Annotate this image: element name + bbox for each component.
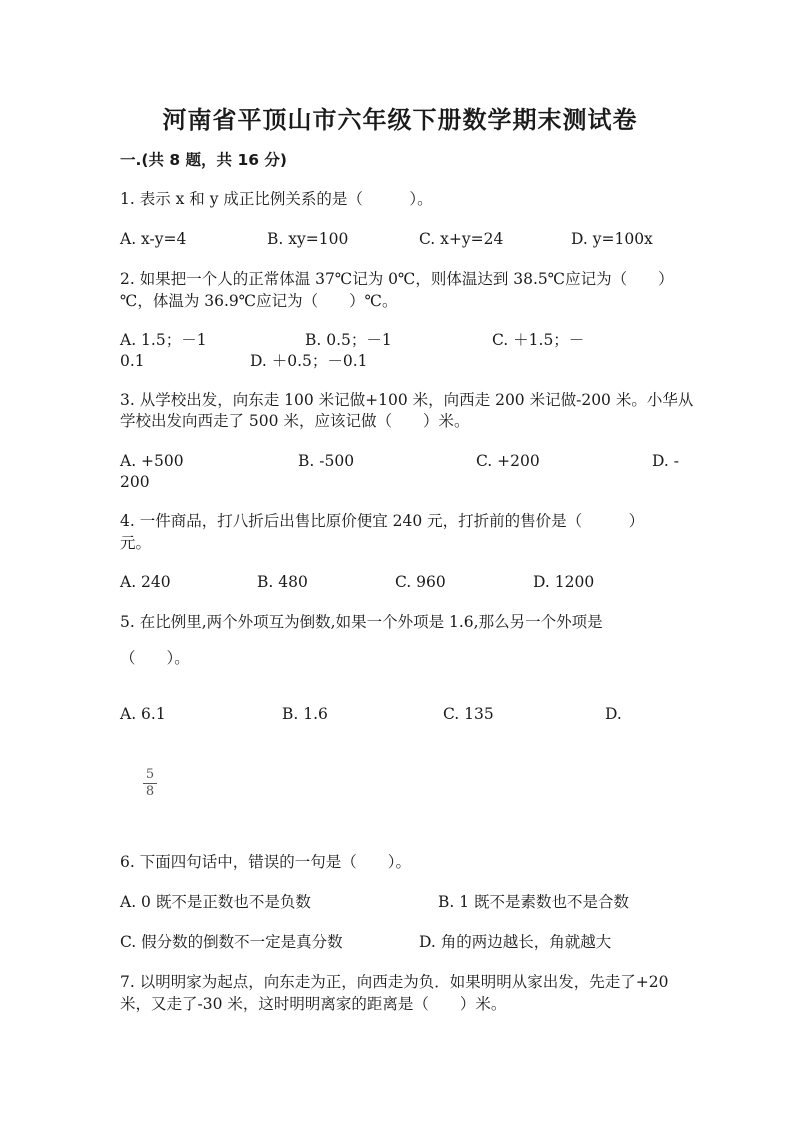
q3-option-d-continued: 200	[120, 473, 150, 491]
question-7-stem-line1: 7. 以明明家为起点，向东走为正，向西走为负．如果明明从家出发，先走了+20	[120, 973, 669, 991]
q5-option-b: B. 1.6	[282, 705, 328, 723]
q5-option-d-fraction	[143, 768, 157, 799]
question-3-stem-line2: 学校出发向西走了 500 米，应该记做（ ）米。	[120, 412, 470, 430]
section-heading: 一.(共 8 题，共 16 分)	[120, 151, 287, 169]
q6-option-d: D. 角的两边越长，角就越大	[419, 933, 612, 951]
page-title: 河南省平顶山市六年级下册数学期末测试卷	[162, 106, 638, 134]
q2-option-c-continued: 0.1	[120, 352, 145, 370]
question-2-stem-line2: ℃，体温为 36.9℃应记为（ ）℃。	[120, 292, 398, 310]
q3-option-a: A. +500	[120, 452, 184, 470]
q3-option-d: D. -	[652, 452, 679, 470]
q5-option-c: C. 135	[443, 705, 494, 723]
q6-option-c: C. 假分数的倒数不一定是真分数	[120, 933, 343, 951]
q1-option-c: C. x+y=24	[419, 230, 504, 248]
question-3-stem-line1: 3. 从学校出发，向东走 100 米记做+100 米，向西走 200 米记做-200 米。小华从	[120, 391, 694, 409]
question-5-stem-line2: （ ）。	[120, 649, 190, 667]
q2-option-c: C. ＋1.5；－	[492, 331, 585, 349]
q4-option-a: A. 240	[120, 573, 171, 591]
q1-option-a: A. x-y=4	[120, 230, 187, 248]
question-4-stem-line2: 元。	[120, 534, 152, 552]
q1-option-b: B. xy=100	[267, 230, 349, 248]
q2-option-a: A. 1.5；－1	[120, 331, 207, 349]
fraction-denominator: 8	[145, 784, 155, 799]
q3-option-b: B. -500	[298, 452, 355, 470]
q4-option-c: C. 960	[395, 573, 446, 591]
q1-option-d: D. y=100x	[571, 230, 653, 248]
q3-option-c: C. +200	[476, 452, 540, 470]
q2-option-d: D. ＋0.5；－0.1	[250, 352, 368, 370]
question-5-stem-line1: 5. 在比例里,两个外项互为倒数,如果一个外项是 1.6,那么另一个外项是	[120, 613, 603, 631]
question-2-stem-line1: 2. 如果把一个人的正常体温 37℃记为 0℃，则体温达到 38.5℃应记为（ ）	[120, 270, 674, 288]
question-6-stem: 6. 下面四句话中，错误的一句是（ ）。	[120, 853, 411, 871]
question-7-stem-line2: 米，又走了-30 米，这时明明离家的距离是（ ）米。	[120, 995, 507, 1013]
q6-option-a: A. 0 既不是正数也不是负数	[120, 893, 311, 911]
question-1-stem: 1. 表示 x 和 y 成正比例关系的是（ ）。	[120, 190, 433, 208]
q6-option-b: B. 1 既不是素数也不是合数	[438, 893, 630, 911]
question-4-stem-line1: 4. 一件商品，打八折后出售比原价便宜 240 元，打折前的售价是（ ）	[120, 512, 645, 530]
q4-option-d: D. 1200	[533, 573, 595, 591]
q4-option-b: B. 480	[257, 573, 308, 591]
q5-option-d: D.	[605, 705, 622, 723]
fraction-numerator: 5	[145, 767, 155, 782]
q2-option-b: B. 0.5；－1	[305, 331, 392, 349]
q5-option-a: A. 6.1	[120, 705, 166, 723]
